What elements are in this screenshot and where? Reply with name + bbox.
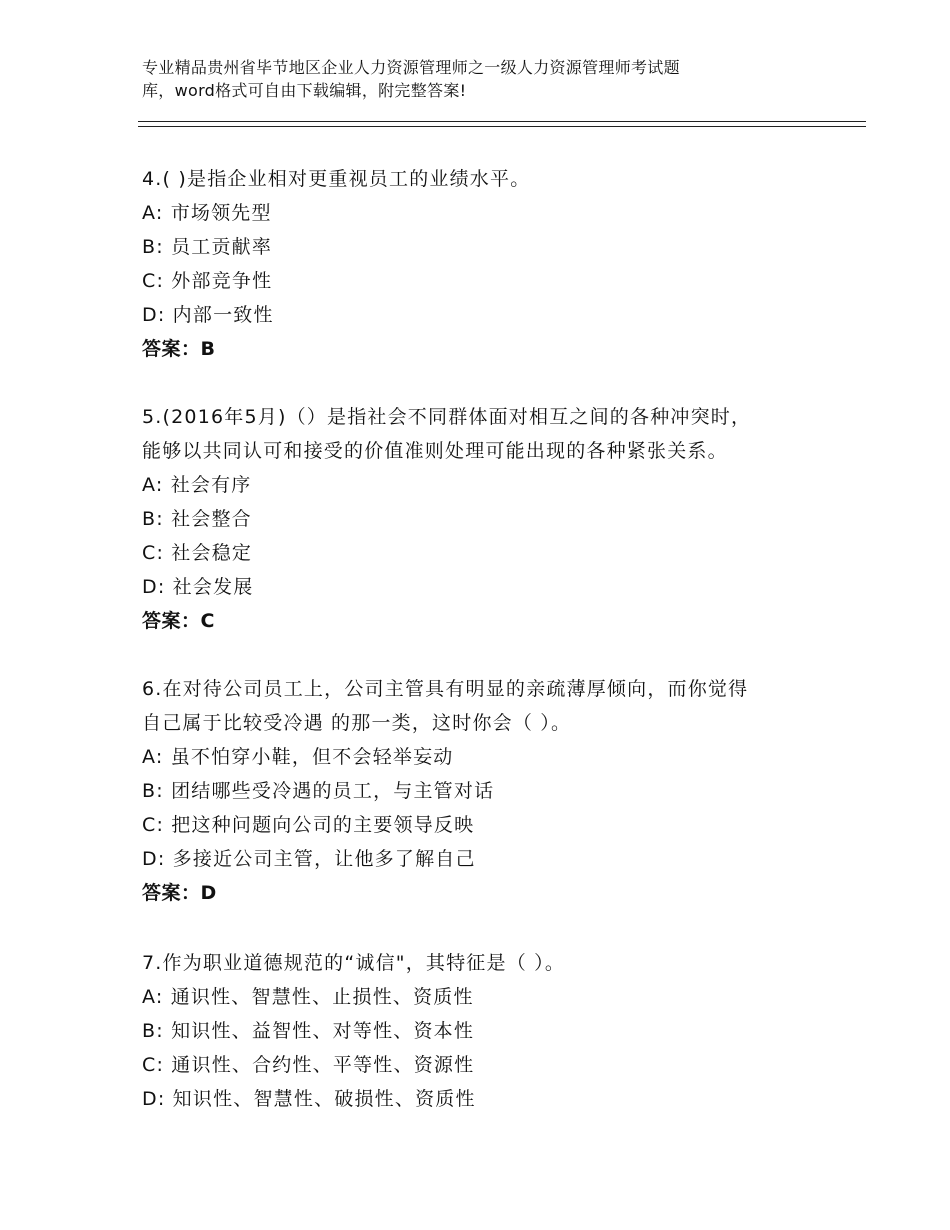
- option-d: D: 内部一致性: [142, 304, 274, 326]
- question-text: 5.(2016年5月)（）是指社会不同群体面对相互之间的各种冲突时，: [142, 406, 752, 428]
- document-header: [142, 56, 842, 102]
- header-line-2: 库，word格式可自由下载编辑，附完整答案!: [142, 81, 467, 100]
- option-c: C: 通识性、合约性、平等性、资源性: [142, 1054, 475, 1076]
- option-d: D: 社会发展: [142, 576, 254, 598]
- question-5: [142, 400, 822, 638]
- option-c: C: 把这种问题向公司的主要领导反映: [142, 814, 475, 836]
- question-4: [142, 162, 822, 366]
- option-a: A: 市场领先型: [142, 202, 272, 224]
- option-d: D: 知识性、智慧性、破损性、资质性: [142, 1088, 476, 1110]
- question-text-continued: 自己属于比较受冷遇 的那一类，这时你会（ ）。: [142, 712, 572, 734]
- answer-label: 答案：B: [142, 338, 216, 360]
- option-a: A: 社会有序: [142, 474, 252, 496]
- option-c: C: 外部竞争性: [142, 270, 273, 292]
- question-text: 4.( )是指企业相对更重视员工的业绩水平。: [142, 168, 531, 190]
- option-a: A: 通识性、智慧性、止损性、资质性: [142, 986, 474, 1008]
- option-c: C: 社会稳定: [142, 542, 253, 564]
- option-b: B: 员工贡献率: [142, 236, 273, 258]
- question-text: 6.在对待公司员工上，公司主管具有明显的亲疏薄厚倾向，而你觉得: [142, 678, 749, 700]
- option-b: B: 团结哪些受冷遇的员工，与主管对话: [142, 780, 495, 802]
- question-7: [142, 946, 822, 1116]
- option-b: B: 知识性、益智性、对等性、资本性: [142, 1020, 475, 1042]
- header-line-1: 专业精品贵州省毕节地区企业人力资源管理师之一级人力资源管理师考试题: [142, 58, 680, 77]
- question-text: 7.作为职业道德规范的“诚信"，其特征是（ ）。: [142, 952, 566, 974]
- answer-label: 答案：C: [142, 610, 215, 632]
- option-a: A: 虽不怕穿小鞋，但不会轻举妄动: [142, 746, 454, 768]
- question-6: [142, 672, 822, 910]
- header-double-rule: [138, 121, 866, 127]
- question-text-continued: 能够以共同认可和接受的价值准则处理可能出现的各种紧张关系。: [142, 440, 728, 462]
- answer-label: 答案：D: [142, 882, 217, 904]
- option-d: D: 多接近公司主管，让他多了解自己: [142, 848, 476, 870]
- option-b: B: 社会整合: [142, 508, 252, 530]
